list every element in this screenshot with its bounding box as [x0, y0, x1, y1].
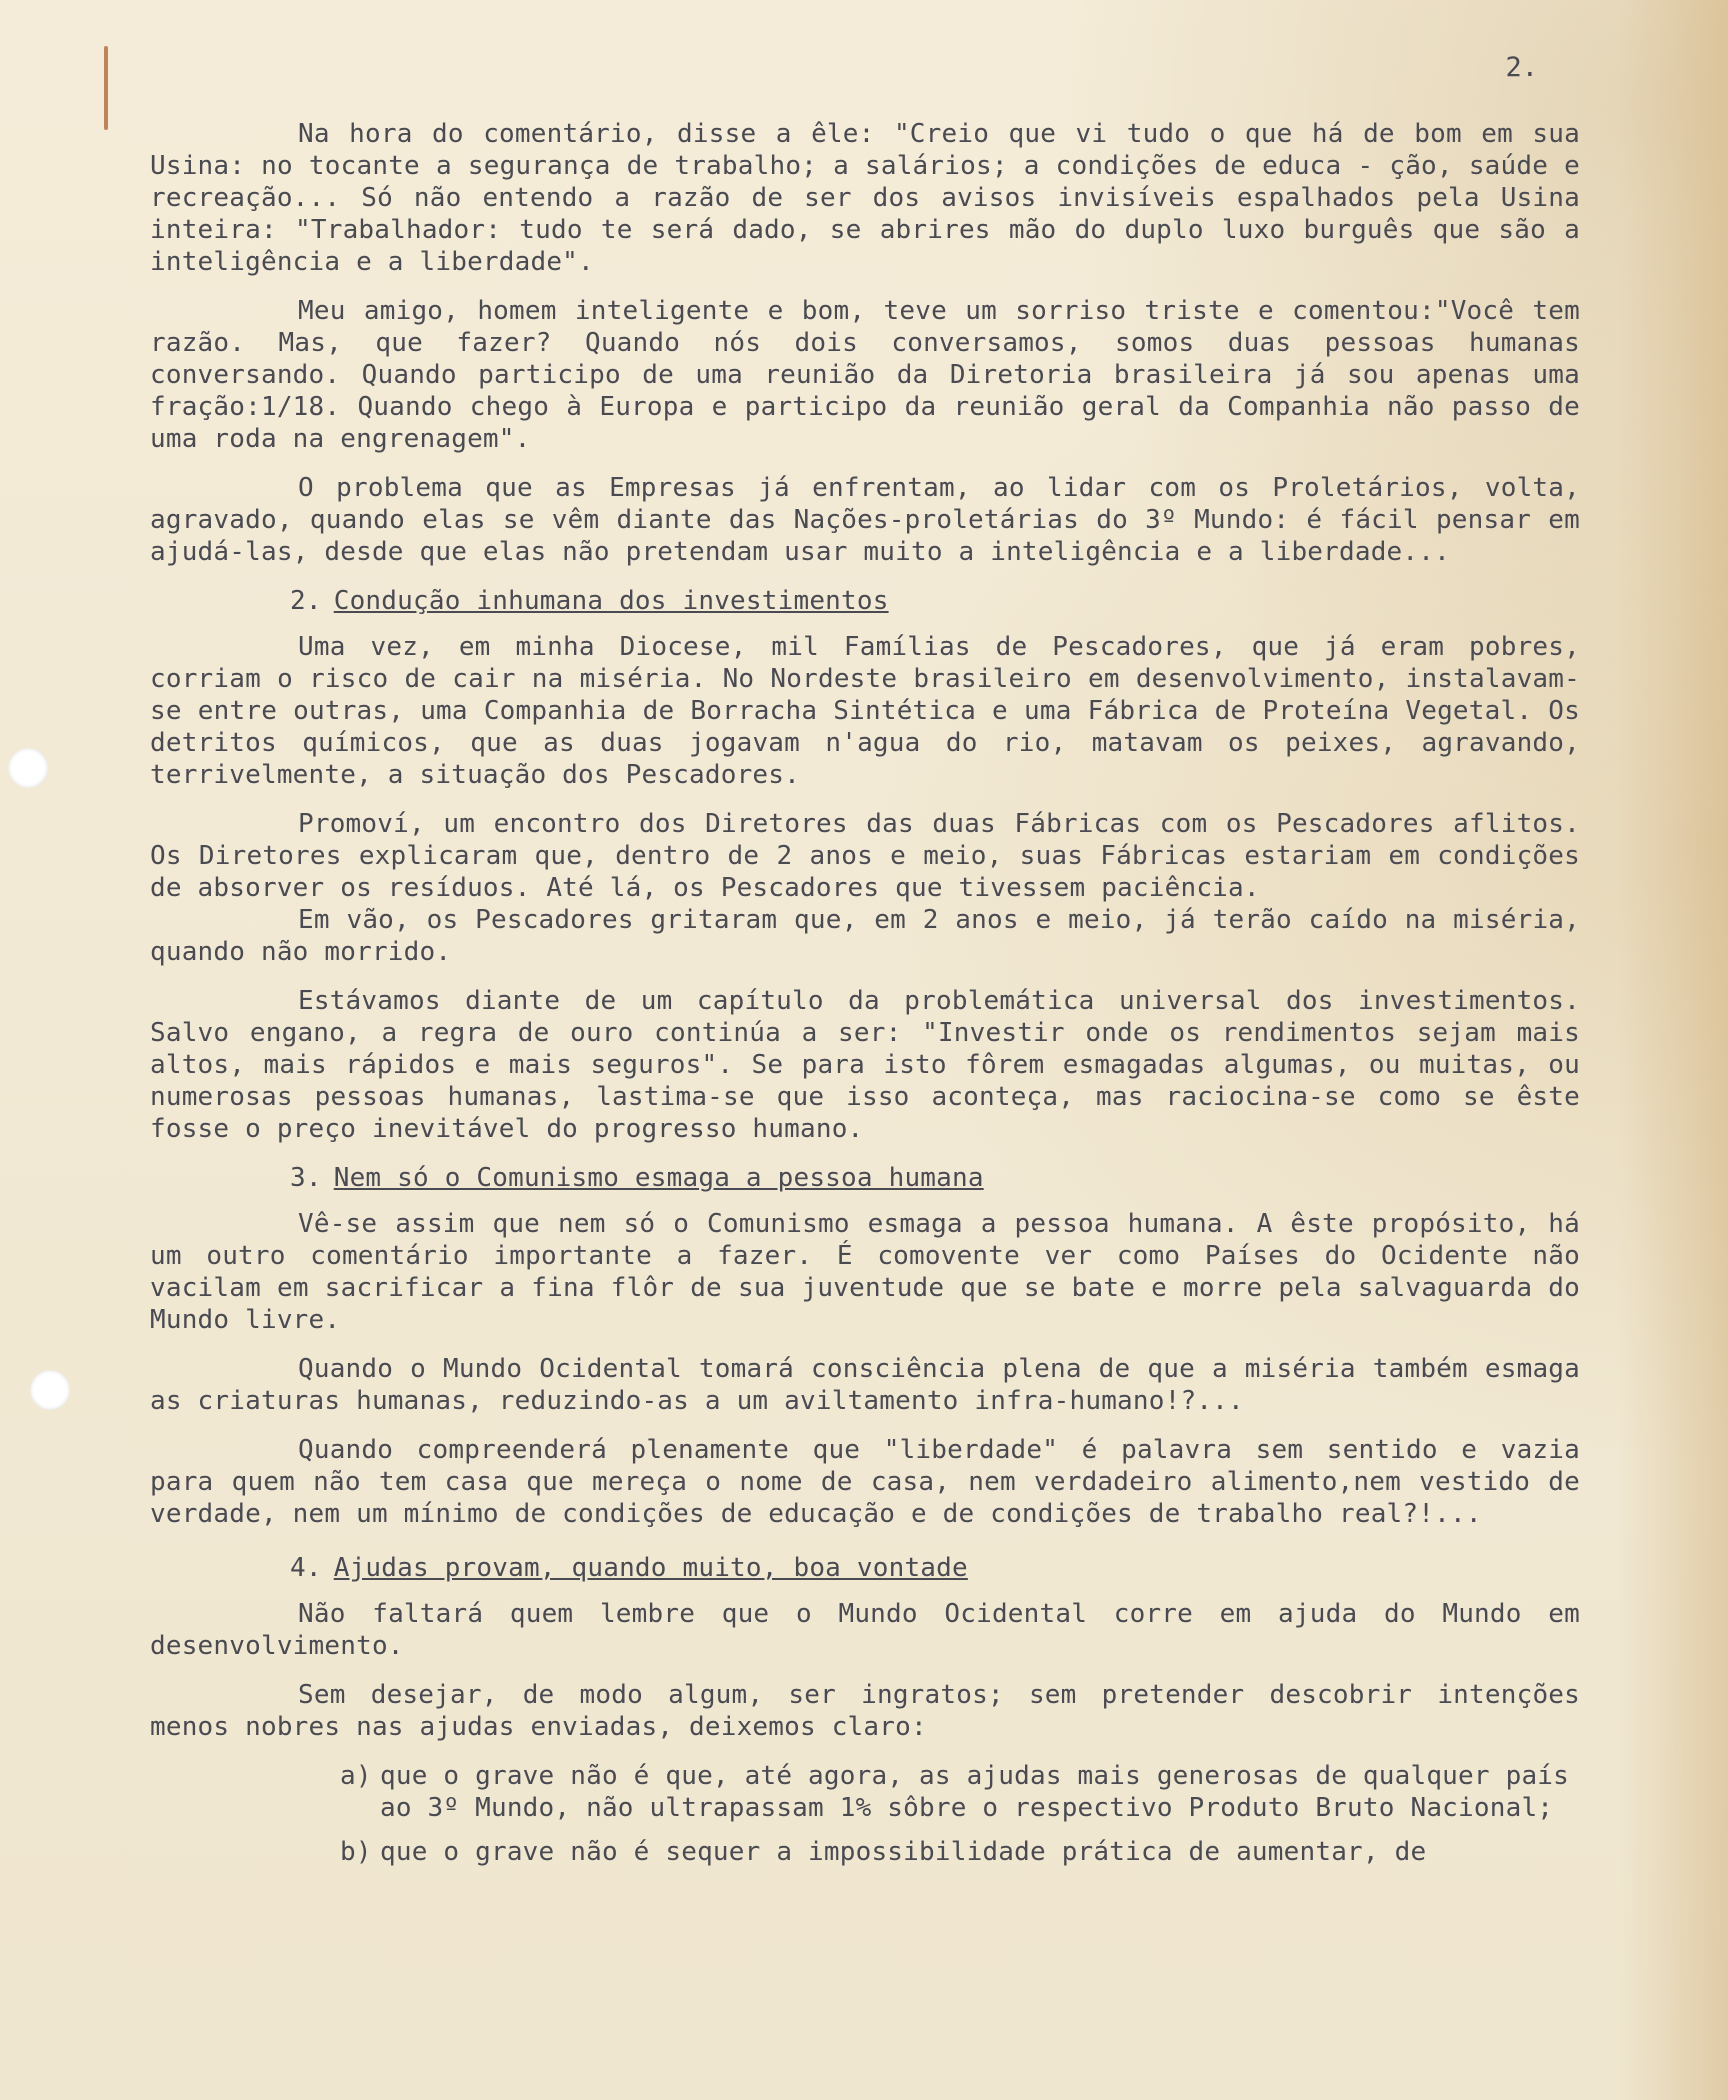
- paragraph: O problema que as Empresas já enfrentam, ao lidar com os Proletários, volta, agravado, quando elas se vêm diante das Nações-proletárias do 3º Mundo: é fácil pensar em ajudá-las, desde que elas não pretendam usar muito a inteligência e a liberdade...: [150, 473, 1580, 567]
- list-item: [340, 1760, 1580, 1824]
- page-number: 2.: [1505, 52, 1538, 83]
- ink-mark: [104, 46, 108, 130]
- punch-hole-top: [8, 748, 48, 788]
- list-item-text: que o grave não é sequer a impossibilidade prática de aumentar, de: [380, 1837, 1427, 1867]
- paragraph: Na hora do comentário, disse a êle: "Creio que vi tudo o que há de bom em sua Usina: no tocante a segurança de trabalho; a salários; a condições de educa - ção, saúde e recreação... Só não entendo a razão de ser dos avisos invisíveis espalhados pela Usina inteira: "Trabalhador: tudo te será dado, se abrires mão do duplo luxo burguês que são a inteligência e a liberdade".: [150, 119, 1580, 277]
- list-item-text: que o grave não é que, até agora, as ajudas mais generosas de qualquer país ao 3º Mundo, não ultrapassam 1% sôbre o respectivo Produto Bruto Nacional;: [380, 1761, 1569, 1823]
- list-item-label: b): [340, 1837, 372, 1867]
- paragraph: Quando compreenderá plenamente que "liberdade" é palavra sem sentido e vazia para quem não tem casa que mereça o nome de casa, nem verdadeiro alimento,nem vestido de verdade, nem um mínimo de condições de educação e de condições de trabalho real?!...: [150, 1435, 1580, 1529]
- paper-stain: [1618, 0, 1728, 2100]
- paragraph: Promoví, um encontro dos Diretores das duas Fábricas com os Pescadores aflitos. Os Diretores explicaram que, dentro de 2 anos e meio, suas Fábricas estariam em condições de absorver os resíduos. Até lá, os Pescadores que tivessem paciência.: [150, 809, 1580, 903]
- section-title: Nem só o Comunismo esmaga a pessoa humana: [333, 1163, 984, 1193]
- paragraph: Meu amigo, homem inteligente e bom, teve um sorriso triste e comentou:"Você tem razão. Mas, que fazer? Quando nós dois conversamos, somos duas pessoas humanas conversando. Quando participo de uma reunião da Diretoria brasileira já sou apenas uma fração:1/18. Quando chego à Europa e participo da reunião geral da Companhia não passo de uma roda na engrenagem".: [150, 296, 1580, 454]
- list-item-label: a): [340, 1761, 372, 1791]
- section-heading-3: [290, 1162, 1580, 1194]
- document-body: [150, 118, 1580, 1880]
- list-item: [340, 1836, 1580, 1868]
- section-heading-4: [290, 1552, 1580, 1584]
- paragraph: Estávamos diante de um capítulo da problemática universal dos investimentos. Salvo engano, a regra de ouro continúa a ser: "Investir onde os rendimentos sejam mais altos, mais rápidos e mais seguros". Se para isto fôrem esmagadas algumas, ou muitas, ou numerosas pessoas humanas, lastima-se que isso aconteça, mas raciocina-se como se êste fosse o preço inevitável do progresso humano.: [150, 986, 1580, 1144]
- paragraph: Sem desejar, de modo algum, ser ingratos; sem pretender descobrir intenções menos nobres nas ajudas enviadas, deixemos claro:: [150, 1680, 1580, 1742]
- section-title: Condução inhumana dos investimentos: [333, 586, 889, 616]
- section-number: 2.: [290, 586, 322, 616]
- punch-hole-bottom: [30, 1370, 70, 1410]
- section-heading-2: [290, 585, 1580, 617]
- section-number: 4.: [290, 1553, 322, 1583]
- paragraph: Em vão, os Pescadores gritaram que, em 2 anos e meio, já terão caído na miséria, quando não morrido.: [150, 905, 1580, 967]
- paragraph: Não faltará quem lembre que o Mundo Ocidental corre em ajuda do Mundo em desenvolvimento.: [150, 1599, 1580, 1661]
- paragraph: Vê-se assim que nem só o Comunismo esmaga a pessoa humana. A êste propósito, há um outro comentário importante a fazer. É comovente ver como Países do Ocidente não vacilam em sacrificar a fina flôr de sua juventude que se bate e morre pela salvaguarda do Mundo livre.: [150, 1209, 1580, 1335]
- paragraph: Quando o Mundo Ocidental tomará consciência plena de que a miséria também esmaga as criaturas humanas, reduzindo-as a um aviltamento infra-humano!?...: [150, 1354, 1580, 1416]
- paragraph: Uma vez, em minha Diocese, mil Famílias de Pescadores, que já eram pobres, corriam o risco de cair na miséria. No Nordeste brasileiro em desenvolvimento, instalavam-se entre outras, uma Companhia de Borracha Sintética e uma Fábrica de Proteína Vegetal. Os detritos químicos, que as duas jogavam n'agua do rio, matavam os peixes, agravando, terrivelmente, a situação dos Pescadores.: [150, 632, 1580, 790]
- section-number: 3.: [290, 1163, 322, 1193]
- section-title: Ajudas provam, quando muito, boa vontade: [333, 1553, 968, 1583]
